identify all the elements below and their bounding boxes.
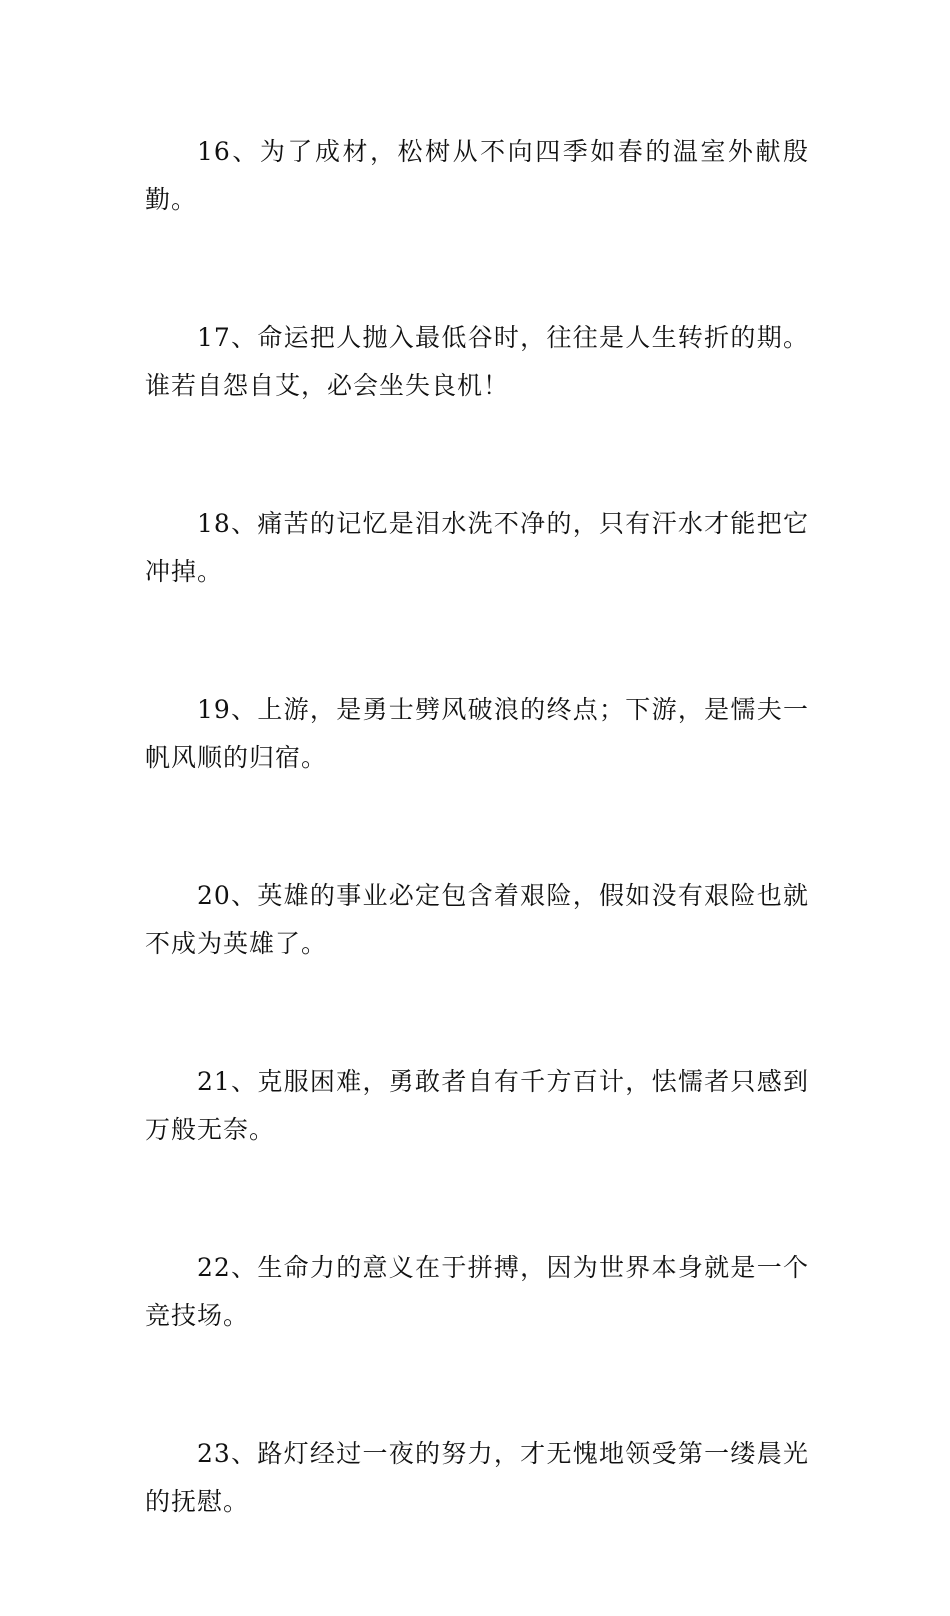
quote-21: 21、克服困难，勇敢者自有千方百计，怯懦者只感到万般无奈。	[145, 1067, 809, 1144]
quote-19: 19、上游，是勇士劈风破浪的终点；下游，是懦夫一帆风顺的归宿。	[145, 695, 809, 772]
quote-list	[145, 128, 809, 1616]
quote-16: 16、为了成材，松树从不向四季如春的温室外献殷勤。	[145, 137, 809, 214]
quote-18: 18、痛苦的记忆是泪水洗不净的，只有汗水才能把它冲掉。	[145, 509, 809, 586]
quote-23: 23、路灯经过一夜的努力，才无愧地领受第一缕晨光的抚慰。	[145, 1439, 809, 1516]
quote-17: 17、命运把人抛入最低谷时，往往是人生转折的期。谁若自怨自艾，必会坐失良机！	[145, 323, 809, 400]
quote-20: 20、英雄的事业必定包含着艰险，假如没有艰险也就不成为英雄了。	[145, 881, 809, 958]
quote-22: 22、生命力的意义在于拼搏，因为世界本身就是一个竞技场。	[145, 1253, 809, 1330]
